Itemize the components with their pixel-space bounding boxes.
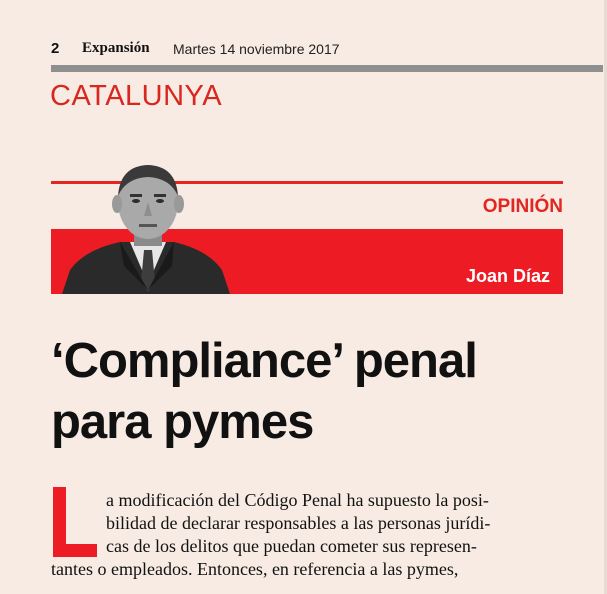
headline-line-1: ‘Compliance’ penal (51, 334, 477, 388)
author-name: Joan Díaz (465, 266, 550, 286)
drop-cap (53, 487, 113, 557)
body-line: tantes o empleados. Entonces, en referencia a las pymes, (51, 559, 459, 579)
issue-date: Martes 14 noviembre 2017 (173, 41, 340, 57)
headline (51, 331, 581, 453)
body-line: cas de los delitos que puedan cometer sus represen- (106, 536, 477, 556)
body-line: a modificación del Código Penal ha supuesto la posi- (106, 490, 489, 510)
headline-line-2: para pymes (51, 395, 314, 449)
body-line: bilidad de declarar responsables a las personas jurídi- (106, 513, 491, 533)
opinion-label: OPINIÓN (482, 196, 563, 217)
header-rule (51, 65, 603, 72)
section-title: CATALUNYA (50, 80, 223, 112)
publication-name: Expansión (82, 40, 150, 56)
page-number: 2 (51, 40, 60, 57)
author-portrait (62, 162, 232, 294)
